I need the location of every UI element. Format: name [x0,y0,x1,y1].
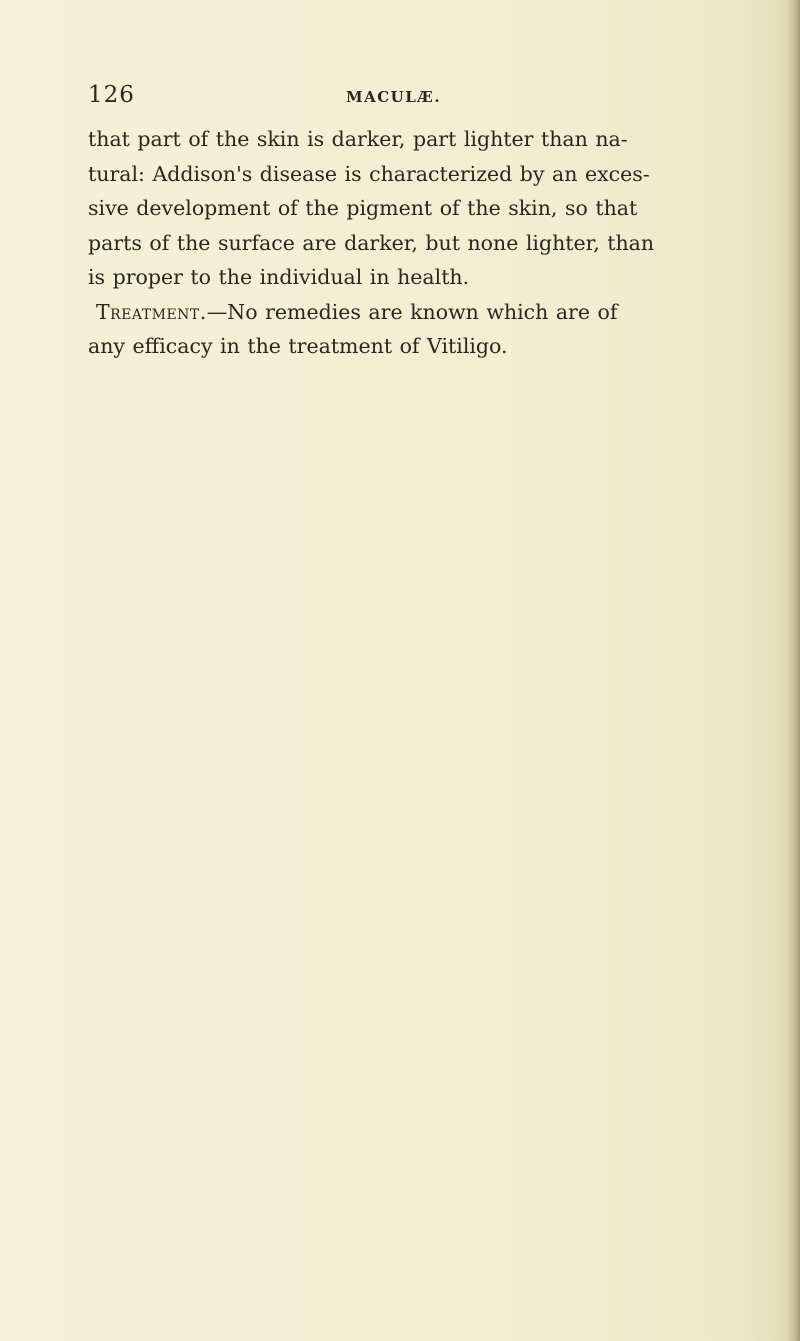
treatment-paragraph [88,295,738,330]
text-line: sive development of the pigment of the skin, so that [88,196,638,220]
text-line: that part of the skin is darker, part lighter than na- [88,127,628,151]
page-number: 126 [88,82,135,108]
page-header [88,82,728,114]
page-edge-shadow [786,0,800,1341]
text-line: parts of the surface are darker, but none lighter, than [88,230,655,255]
text-line: tural: Addison's disease is characterized by an exces- [88,161,650,186]
treatment-heading: Treatment. [96,299,207,324]
text-line: is proper to the individual in health. [88,265,470,289]
text-line: any efficacy in the treatment of Vitiligo. [88,334,508,358]
text-line: —No remedies are known which are of [206,299,618,324]
body-text [88,122,738,364]
running-head: MACULÆ. [346,88,442,106]
